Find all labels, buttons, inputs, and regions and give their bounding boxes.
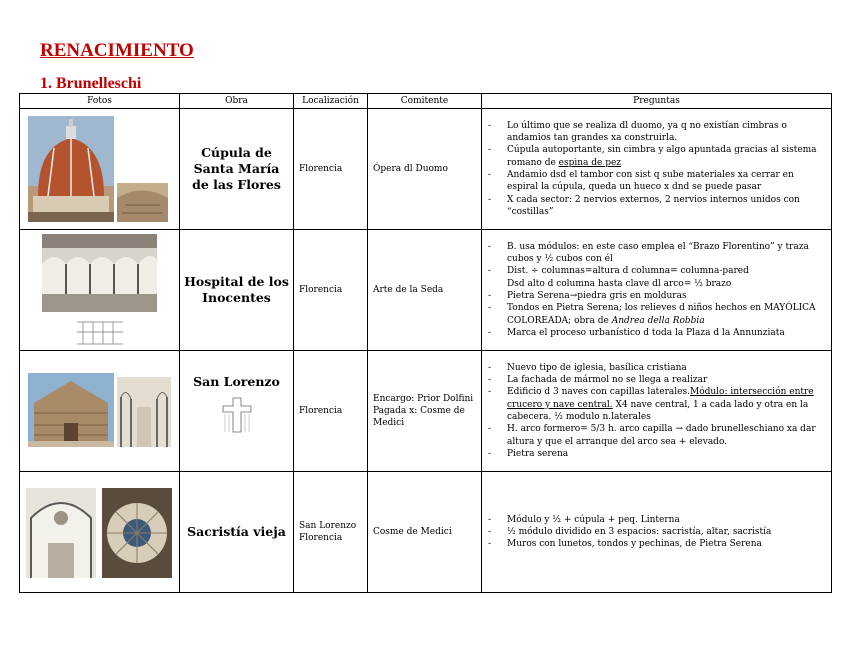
table-row xyxy=(20,351,832,472)
list-item: - Marca el proceso urbanístico d toda la Plaza d la Annunziata xyxy=(488,327,827,339)
list-item: - La fachada de mármol no se llega a realizar xyxy=(488,374,827,386)
localizacion-cell: Florencia xyxy=(294,351,368,472)
list-item: - Nuevo tipo de iglesia, basílica cristiana xyxy=(488,362,827,374)
works-table xyxy=(19,93,832,593)
list-item: - ½ módulo dividido en 3 espacios: sacristía, altar, sacristía xyxy=(488,526,827,538)
list-item: - Cúpula autoportante, sin cimbra y algo apuntada gracias al sistema romano de espina de pez xyxy=(488,144,827,169)
comitente-cell: Encargo: Prior Dolfini Pagada x: Cosme de Medici xyxy=(368,351,482,472)
photos-cell xyxy=(20,230,180,351)
obra-cell: San Lorenzo xyxy=(180,351,294,472)
sacristia-dome-photo xyxy=(102,488,172,578)
header-preguntas: Preguntas xyxy=(482,94,832,109)
photos-cell xyxy=(20,109,180,230)
dome-structure-photo xyxy=(117,183,168,222)
table-row xyxy=(20,230,832,351)
preguntas-cell xyxy=(482,472,832,593)
preguntas-cell xyxy=(482,230,832,351)
comitente-cell: Cosme de Medici xyxy=(368,472,482,593)
list-item: - Pietra Serena→piedra gris en molduras xyxy=(488,290,827,302)
list-item: - Pietra serena xyxy=(488,448,827,460)
hospital-plan-drawing xyxy=(75,314,125,348)
preguntas-cell xyxy=(482,109,832,230)
table-header-row xyxy=(20,94,832,109)
header-localizacion: Localización xyxy=(294,94,368,109)
list-item: - Lo último que se realiza dl duomo, ya q no existían cimbras o andamios tan grandes xa construirla. xyxy=(488,120,827,145)
localizacion-cell: Florencia xyxy=(294,109,368,230)
header-comitente: Comitente xyxy=(368,94,482,109)
table-row xyxy=(20,472,832,593)
header-obra: Obra xyxy=(180,94,294,109)
preguntas-cell xyxy=(482,351,832,472)
localizacion-cell: Florencia xyxy=(294,230,368,351)
hospital-photo xyxy=(42,234,157,312)
obra-cell: Sacristía vieja xyxy=(180,472,294,593)
list-item: - X cada sector: 2 nervios externos, 2 nervios internos unidos con “costillas” xyxy=(488,194,827,219)
duomo-photo xyxy=(28,116,114,222)
table-row xyxy=(20,109,832,230)
list-item: - Dist. ÷ columnas=altura d columna= columna-pared Dsd alto d columna hasta clave dl arco= ½ brazo xyxy=(488,265,827,290)
localizacion-cell: San Lorenzo Florencia xyxy=(294,472,368,593)
photos-cell xyxy=(20,472,180,593)
obra-cell: Cúpula de Santa María de las Flores xyxy=(180,109,294,230)
comitente-cell: Ópera dl Duomo xyxy=(368,109,482,230)
sacristia-interior-photo xyxy=(26,488,96,578)
list-item: - B. usa módulos: en este caso emplea el “Brazo Florentino” y traza cubos y ½ cubos con él xyxy=(488,241,827,266)
list-item: - Módulo y ½ + cúpula + peq. Linterna xyxy=(488,514,827,526)
obra-cell: Hospital de los Inocentes xyxy=(180,230,294,351)
san-lorenzo-interior-photo xyxy=(117,377,171,447)
header-fotos: Fotos xyxy=(20,94,180,109)
san-lorenzo-facade-photo xyxy=(28,373,114,447)
list-item: - Andamio dsd el tambor con sist q sube materiales xa cerrar en espiral la cúpula, queda un hueco x dnd se puede pasar xyxy=(488,169,827,194)
section-title: 1. Brunelleschi xyxy=(40,75,142,92)
list-item: - H. arco formero= 5/3 h. arco capilla → dado brunelleschiano xa dar altura y que el arranque del arco sea + elevado. xyxy=(488,423,827,448)
photos-cell xyxy=(20,351,180,472)
list-item: - Edificio d 3 naves con capillas laterales.Módulo: intersección entre crucero y nave central. X4 nave central, 1 a cada lado y otra en la cabecera. ½ modulo n.laterales xyxy=(488,386,827,423)
comitente-cell: Arte de la Seda xyxy=(368,230,482,351)
list-item: - Tondos en Pietra Serena; los relieves d niños hechos en MAYÓLICA COLOREADA; obra de Andrea della Robbia xyxy=(488,302,827,327)
list-item: - Muros con lunetos, tondos y pechinas, de Pietra Serena xyxy=(488,538,827,550)
page-title: RENACIMIENTO xyxy=(40,40,194,61)
san-lorenzo-plan-drawing xyxy=(221,396,253,434)
